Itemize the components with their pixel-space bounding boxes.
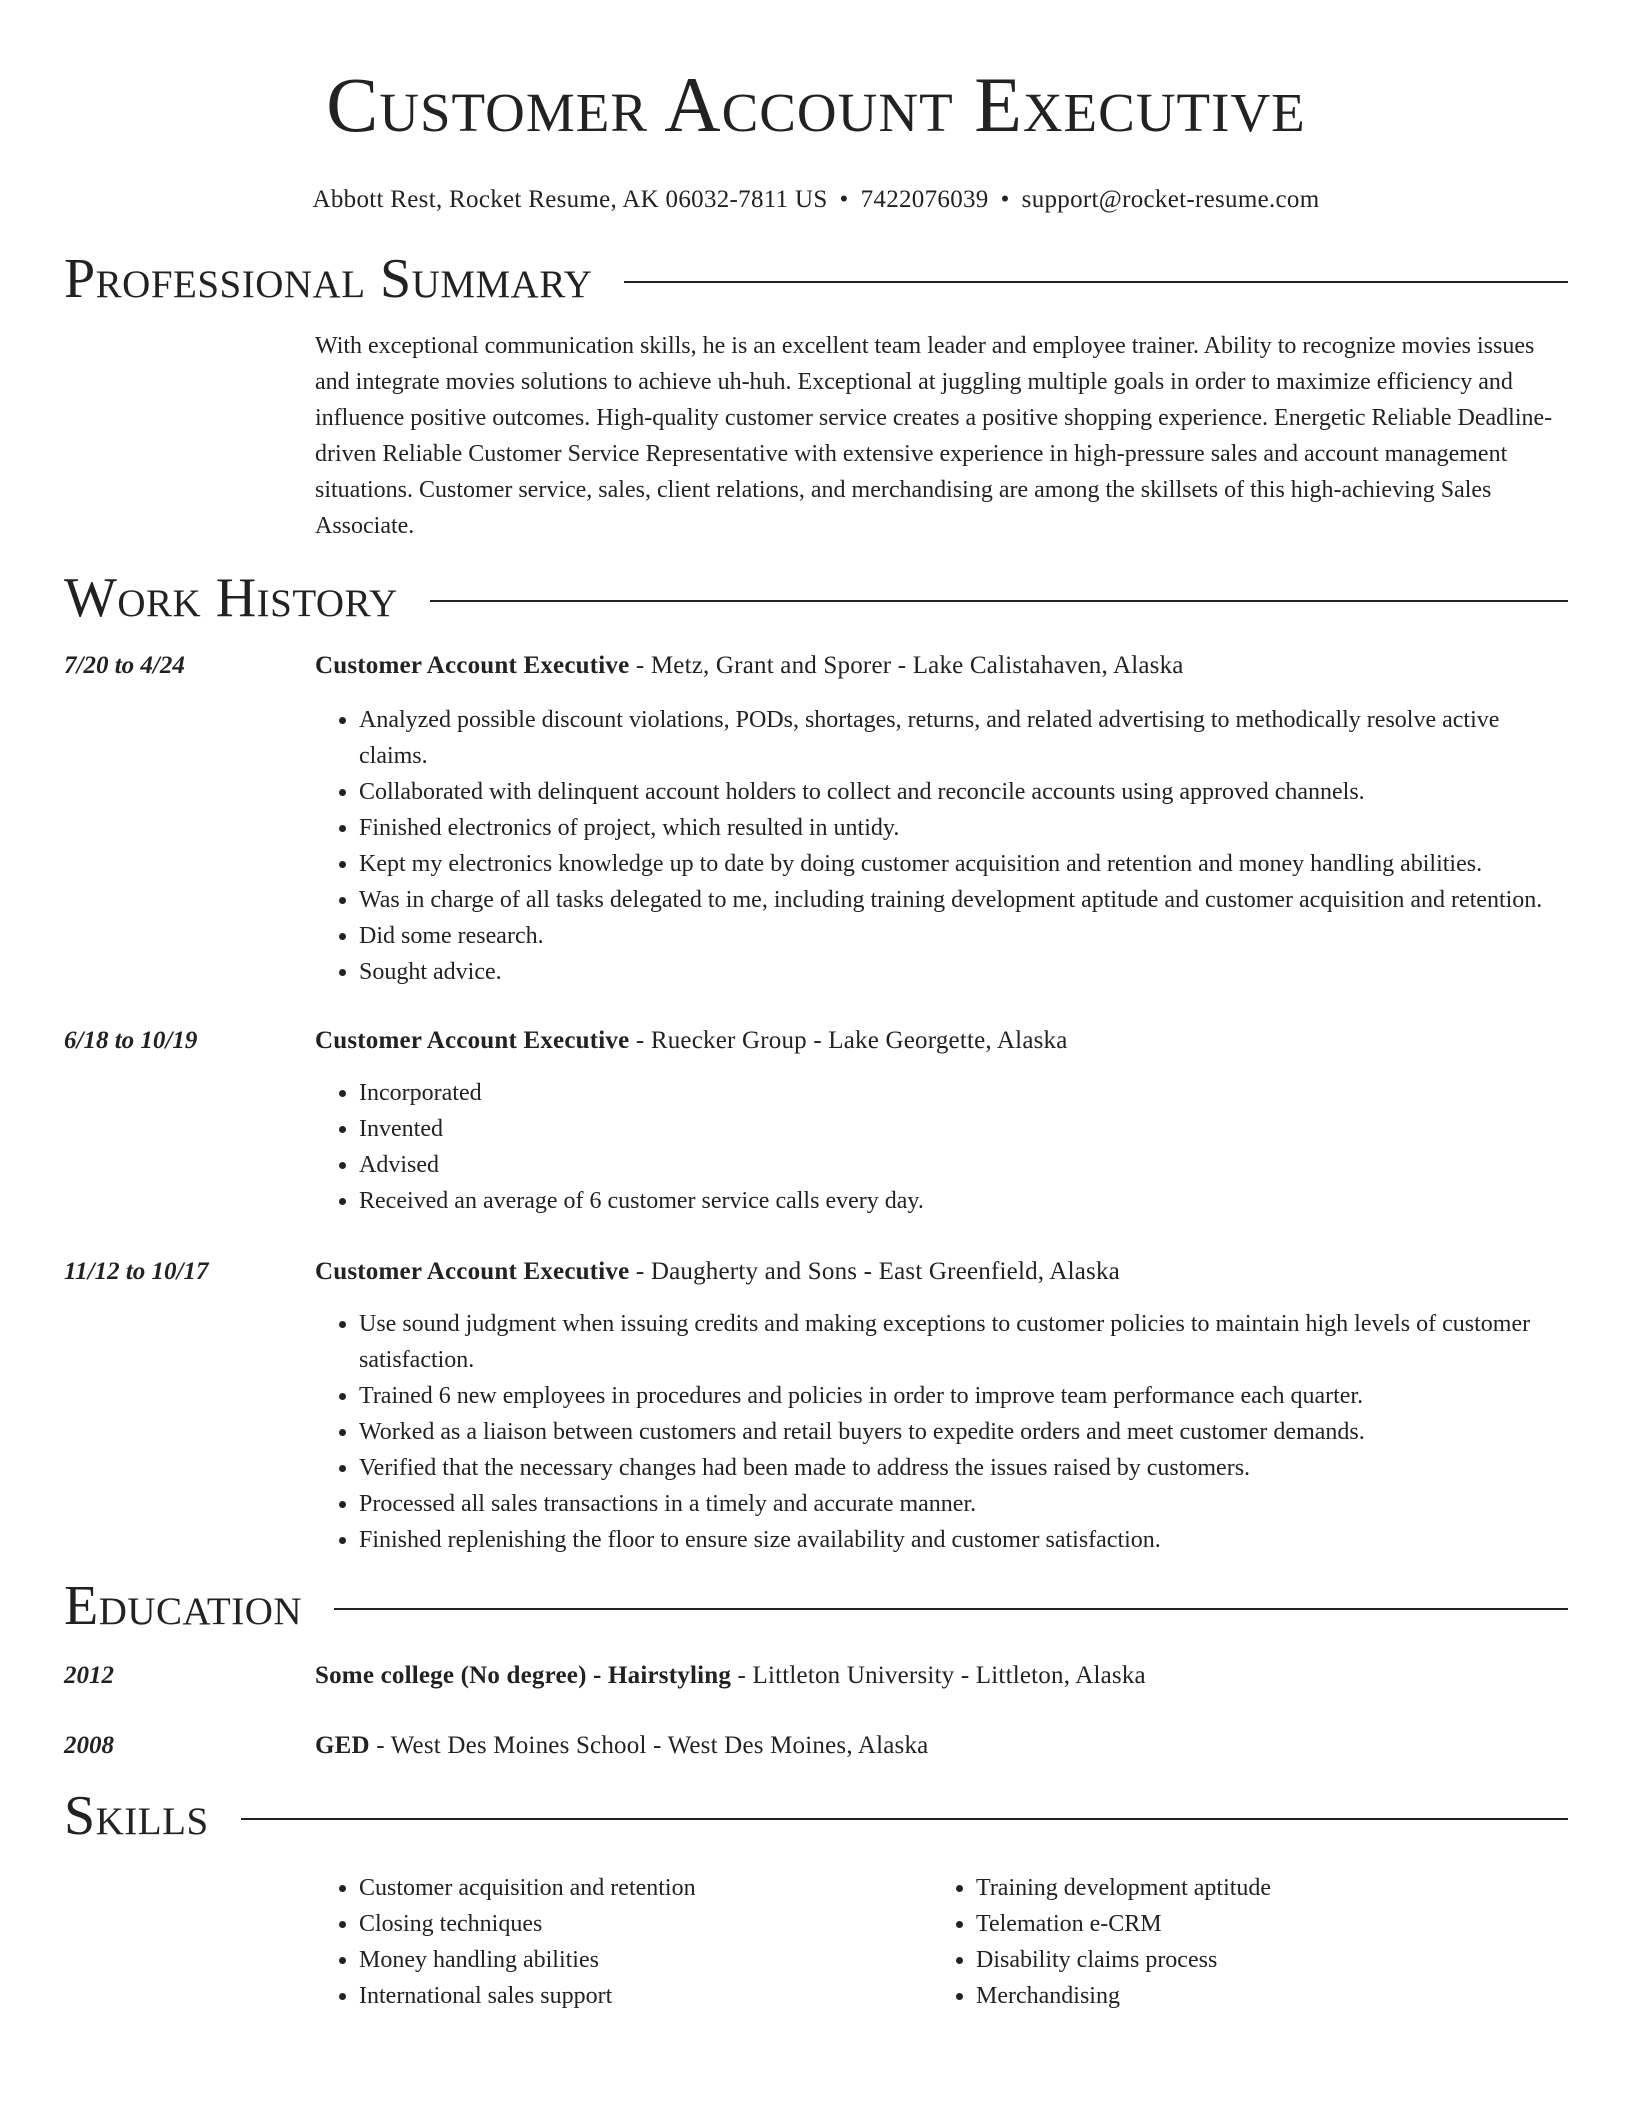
skills-column-right xyxy=(932,1870,1549,2014)
job-bullet: • Kept my electronics knowledge up to date by doing customer acquisition and retention and money handling abilities. xyxy=(359,846,1568,882)
job-employer: - Ruecker Group - Lake Georgette, Alaska xyxy=(629,1027,1068,1054)
job-employer: - Metz, Grant and Sporer - Lake Calistahaven, Alaska xyxy=(629,652,1184,679)
job-title: Customer Account Executive xyxy=(315,1258,630,1285)
job-bullet: • Incorporated xyxy=(359,1075,1568,1111)
education-line xyxy=(315,1728,1568,1764)
contact-separator: • xyxy=(839,186,849,213)
skill-item: • Merchandising xyxy=(976,1978,1549,2014)
education-school: - Littleton University - Littleton, Alaska xyxy=(731,1662,1146,1689)
job-bullets xyxy=(315,1306,1568,1558)
education-heading: Education xyxy=(64,1575,303,1637)
skills-bullets xyxy=(932,1870,1549,2014)
summary-section-header xyxy=(64,247,1568,311)
skill-item: • Training development aptitude xyxy=(976,1870,1549,1906)
skill-item: • Closing techniques xyxy=(359,1906,932,1942)
summary-text: With exceptional communication skills, he is an excellent team leader and employee trainer. Ability to recognize movies issues and integrate movies solutions to achieve uh-huh. Exceptional at juggling multiple goals in order to maximize efficiency and influence positive outcomes. High-quality customer service creates a positive shopping experience. Energetic Reliable Deadline-driven Reliable Customer Service Representative with extensive experience in high-pressure sales and account management situations. Customer service, sales, client relations, and merchandising are among the skillsets of this high-achieving Sales Associate. xyxy=(315,333,1553,539)
job-bullet: • Was in charge of all tasks delegated to me, including training development aptitude and customer acquisition and retention. xyxy=(359,882,1568,918)
job-bullet: • Finished electronics of project, which resulted in untidy. xyxy=(359,810,1568,846)
job-title-line xyxy=(315,648,1568,684)
job-title-line xyxy=(315,1023,1568,1059)
skill-item: • Disability claims process xyxy=(976,1942,1549,1978)
job-bullet: • Finished replenishing the floor to ensure size availability and customer satisfaction. xyxy=(359,1522,1568,1558)
job-employer: - Daugherty and Sons - East Greenfield, Alaska xyxy=(629,1258,1120,1285)
skills-bullets xyxy=(315,1870,932,2014)
job-title: Customer Account Executive xyxy=(315,1027,630,1054)
job-title: Customer Account Executive xyxy=(315,652,630,679)
job-bullet: • Use sound judgment when issuing credits and making exceptions to customer policies to maintain high levels of customer satisfaction. xyxy=(359,1306,1568,1378)
contact-separator: • xyxy=(1000,186,1010,213)
skill-item: • Customer acquisition and retention xyxy=(359,1870,932,1906)
skills-column-left xyxy=(315,1870,932,2014)
job-bullets xyxy=(315,1075,1568,1219)
section-divider xyxy=(241,1818,1568,1820)
job-bullet: • Trained 6 new employees in procedures and policies in order to improve team performance each quarter. xyxy=(359,1378,1568,1414)
skills-list xyxy=(315,1870,1568,2014)
section-divider xyxy=(624,281,1568,283)
job-dates: 7/20 to 4/24 xyxy=(64,652,185,679)
education-year: 2008 xyxy=(64,1732,114,1759)
job-bullet: • Sought advice. xyxy=(359,954,1568,990)
job-bullet: • Processed all sales transactions in a timely and accurate manner. xyxy=(359,1486,1568,1522)
job-bullets xyxy=(315,702,1568,990)
job-entry xyxy=(64,1023,1568,1219)
education-degree: GED xyxy=(315,1732,370,1759)
contact-address: Abbott Rest, Rocket Resume, AK 06032-7811 US xyxy=(312,186,828,213)
summary-heading: Professional Summary xyxy=(64,248,593,310)
contact-phone: 7422076039 xyxy=(860,186,989,213)
job-dates: 6/18 to 10/19 xyxy=(64,1027,198,1054)
section-divider xyxy=(430,600,1568,602)
work-heading: Work History xyxy=(64,567,398,629)
work-section-header xyxy=(64,566,1568,630)
skill-item: • Telemation e-CRM xyxy=(976,1906,1549,1942)
education-entry xyxy=(64,1728,1568,1764)
job-entry xyxy=(64,648,1568,990)
education-year: 2012 xyxy=(64,1662,114,1689)
contact-line xyxy=(64,183,1568,217)
job-bullet: • Received an average of 6 customer service calls every day. xyxy=(359,1183,1568,1219)
contact-email: support@rocket-resume.com xyxy=(1021,186,1320,213)
skill-item: • International sales support xyxy=(359,1978,932,2014)
job-bullet: • Invented xyxy=(359,1111,1568,1147)
job-bullet: • Collaborated with delinquent account holders to collect and reconcile accounts using approved channels. xyxy=(359,774,1568,810)
skills-section-header xyxy=(64,1784,1568,1848)
education-entry xyxy=(64,1658,1568,1694)
job-dates: 11/12 to 10/17 xyxy=(64,1258,209,1285)
job-bullet: • Worked as a liaison between customers and retail buyers to expedite orders and meet customer demands. xyxy=(359,1414,1568,1450)
job-bullet: • Advised xyxy=(359,1147,1568,1183)
candidate-name: Customer Account Executive xyxy=(326,61,1306,148)
education-line xyxy=(315,1658,1568,1694)
education-section-header xyxy=(64,1574,1568,1638)
job-bullet: • Analyzed possible discount violations, PODs, shortages, returns, and related advertising to methodically resolve active claims. xyxy=(359,702,1568,774)
education-school: - West Des Moines School - West Des Moines, Alaska xyxy=(369,1732,929,1759)
skills-heading: Skills xyxy=(64,1785,209,1847)
job-bullet: • Did some research. xyxy=(359,918,1568,954)
skill-item: • Money handling abilities xyxy=(359,1942,932,1978)
job-title-line xyxy=(315,1254,1568,1290)
section-divider xyxy=(334,1608,1568,1610)
job-bullet: • Verified that the necessary changes had been made to address the issues raised by customers. xyxy=(359,1450,1568,1486)
education-degree: Some college (No degree) - Hairstyling xyxy=(315,1662,732,1689)
job-entry xyxy=(64,1254,1568,1558)
